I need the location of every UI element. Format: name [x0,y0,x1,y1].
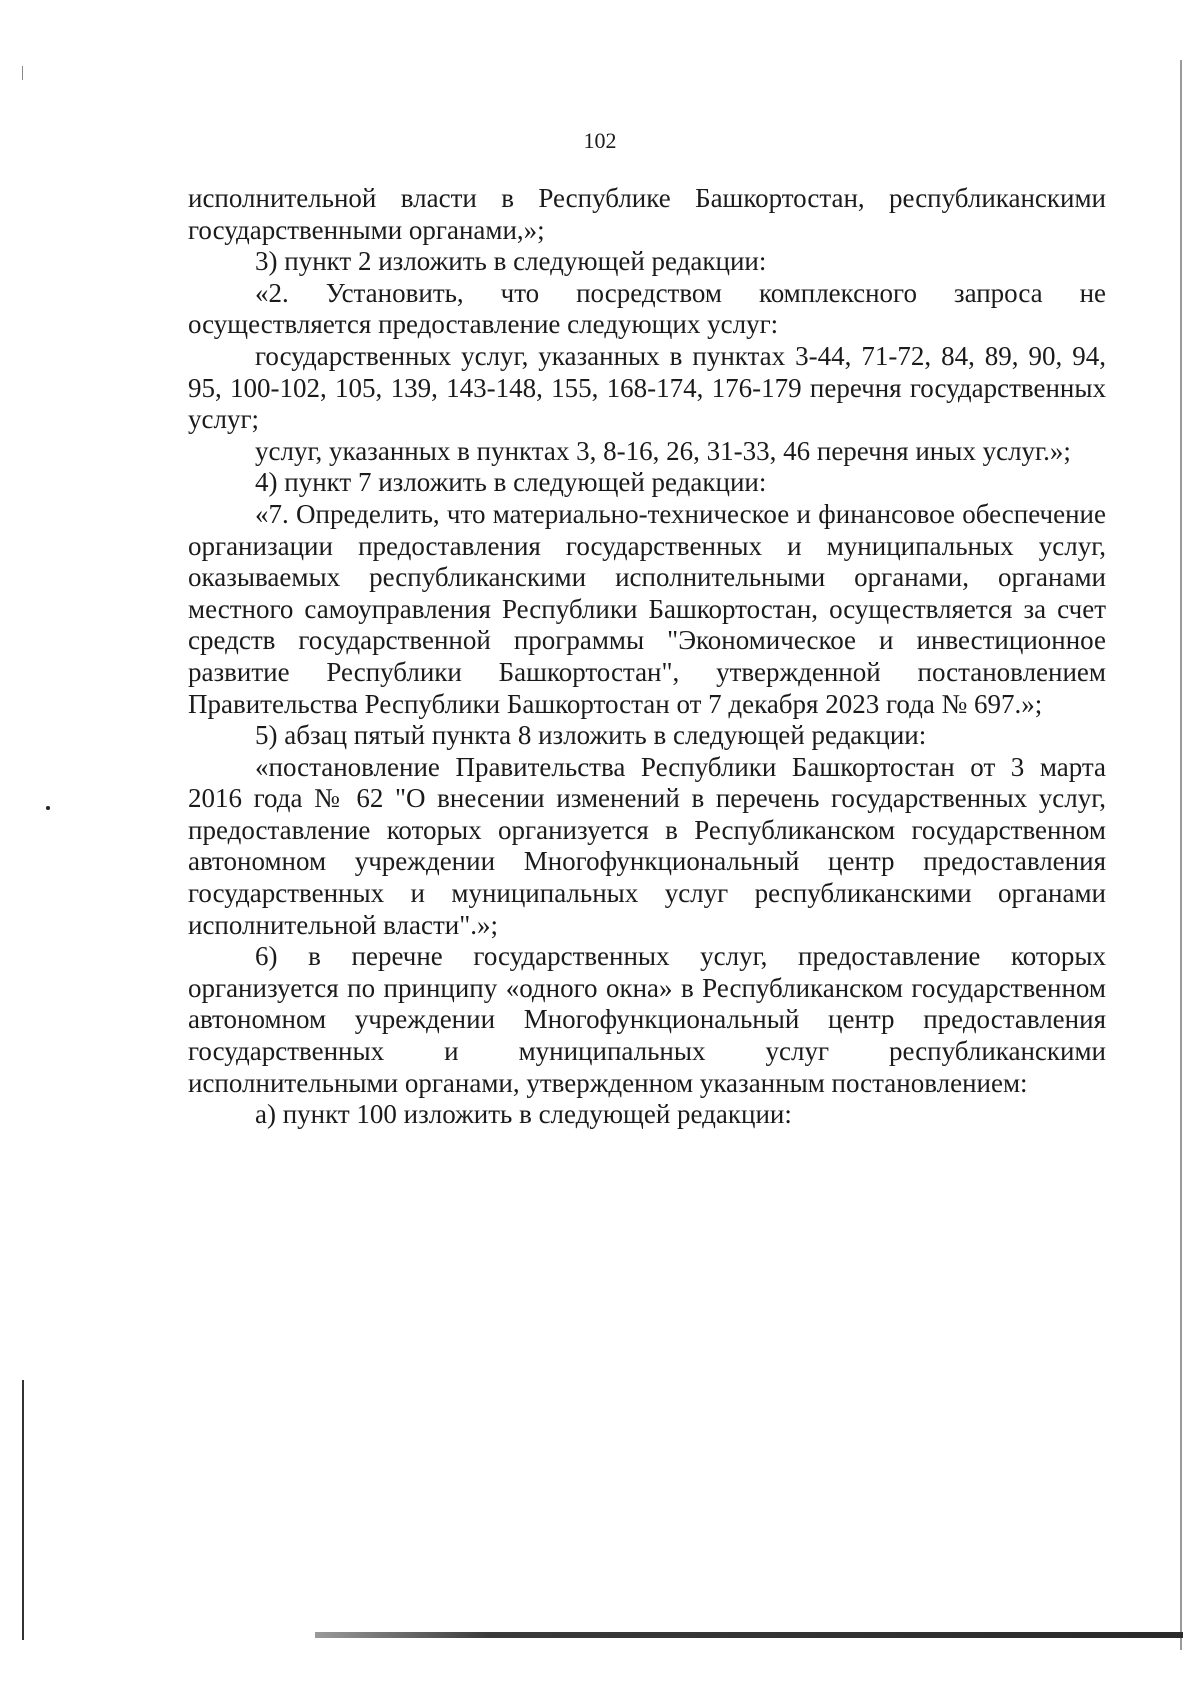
page-number: 102 [583,128,617,153]
scan-edge-mark [22,66,23,80]
document-body [188,183,1106,1131]
paragraph: «2. Установить, что посредством комплексного запроса не осуществляется предоставление следующих услуг: [188,277,1106,340]
paragraph: «постановление Правительства Республики Башкортостан от 3 марта 2016 года № 62 "О внесении изменений в перечень государственных услуг, предоставление которых организуется в Республиканском государственном автономном учреждении Многофункциональный центр предоставления государственных и муниципальных услуг республиканскими органами исполнительной власти".»; [188,751,1106,940]
scan-edge-mark [1180,60,1182,1650]
paragraph: государственных услуг, указанных в пунктах 3-44, 71-72, 84, 89, 90, 94, 95, 100-102, 105, 139, 143-148, 155, 168-174, 176-179 перечня государственных услуг; [188,340,1106,435]
paragraph: 6) в перечне государственных услуг, предоставление которых организуется по принципу «одного окна» в Республиканском государственном автономном учреждении Многофункциональный центр предоставления государственных и муниципальных услуг республиканскими исполнительными органами, утвержденном указанным постановлением: [188,941,1106,1098]
paragraph: 5) абзац пятый пункта 8 изложить в следующей редакции: [255,720,927,751]
paragraph: «7. Определить, что материально-техническое и финансовое обеспечение организации предоставления государственных и муниципальных услуг, оказываемых республиканскими исполнительными органами, органами местного самоуправления Республики Башкортостан, осуществляется за счет средств государственной программы "Экономическое и инвестиционное развитие Республики Башкортостан", утвержденной постановлением Правительства Республики Башкортостан от 7 декабря 2023 года № 697.»; [188,498,1106,719]
paragraph: а) пункт 100 изложить в следующей редакции: [255,1099,792,1130]
paragraph: исполнительной власти в Республике Башкортостан, республиканскими государственными органами,»; [188,183,1106,245]
paragraph: услуг, указанных в пунктах 3, 8-16, 26, 31-33, 46 перечня иных услуг.»; [255,435,1071,466]
scan-edge-mark [315,1632,1183,1638]
scan-speck [46,806,50,810]
paragraph: 4) пункт 7 изложить в следующей редакции: [255,467,767,498]
scan-edge-mark [22,1380,24,1640]
paragraph: 3) пункт 2 изложить в следующей редакции: [255,246,767,277]
